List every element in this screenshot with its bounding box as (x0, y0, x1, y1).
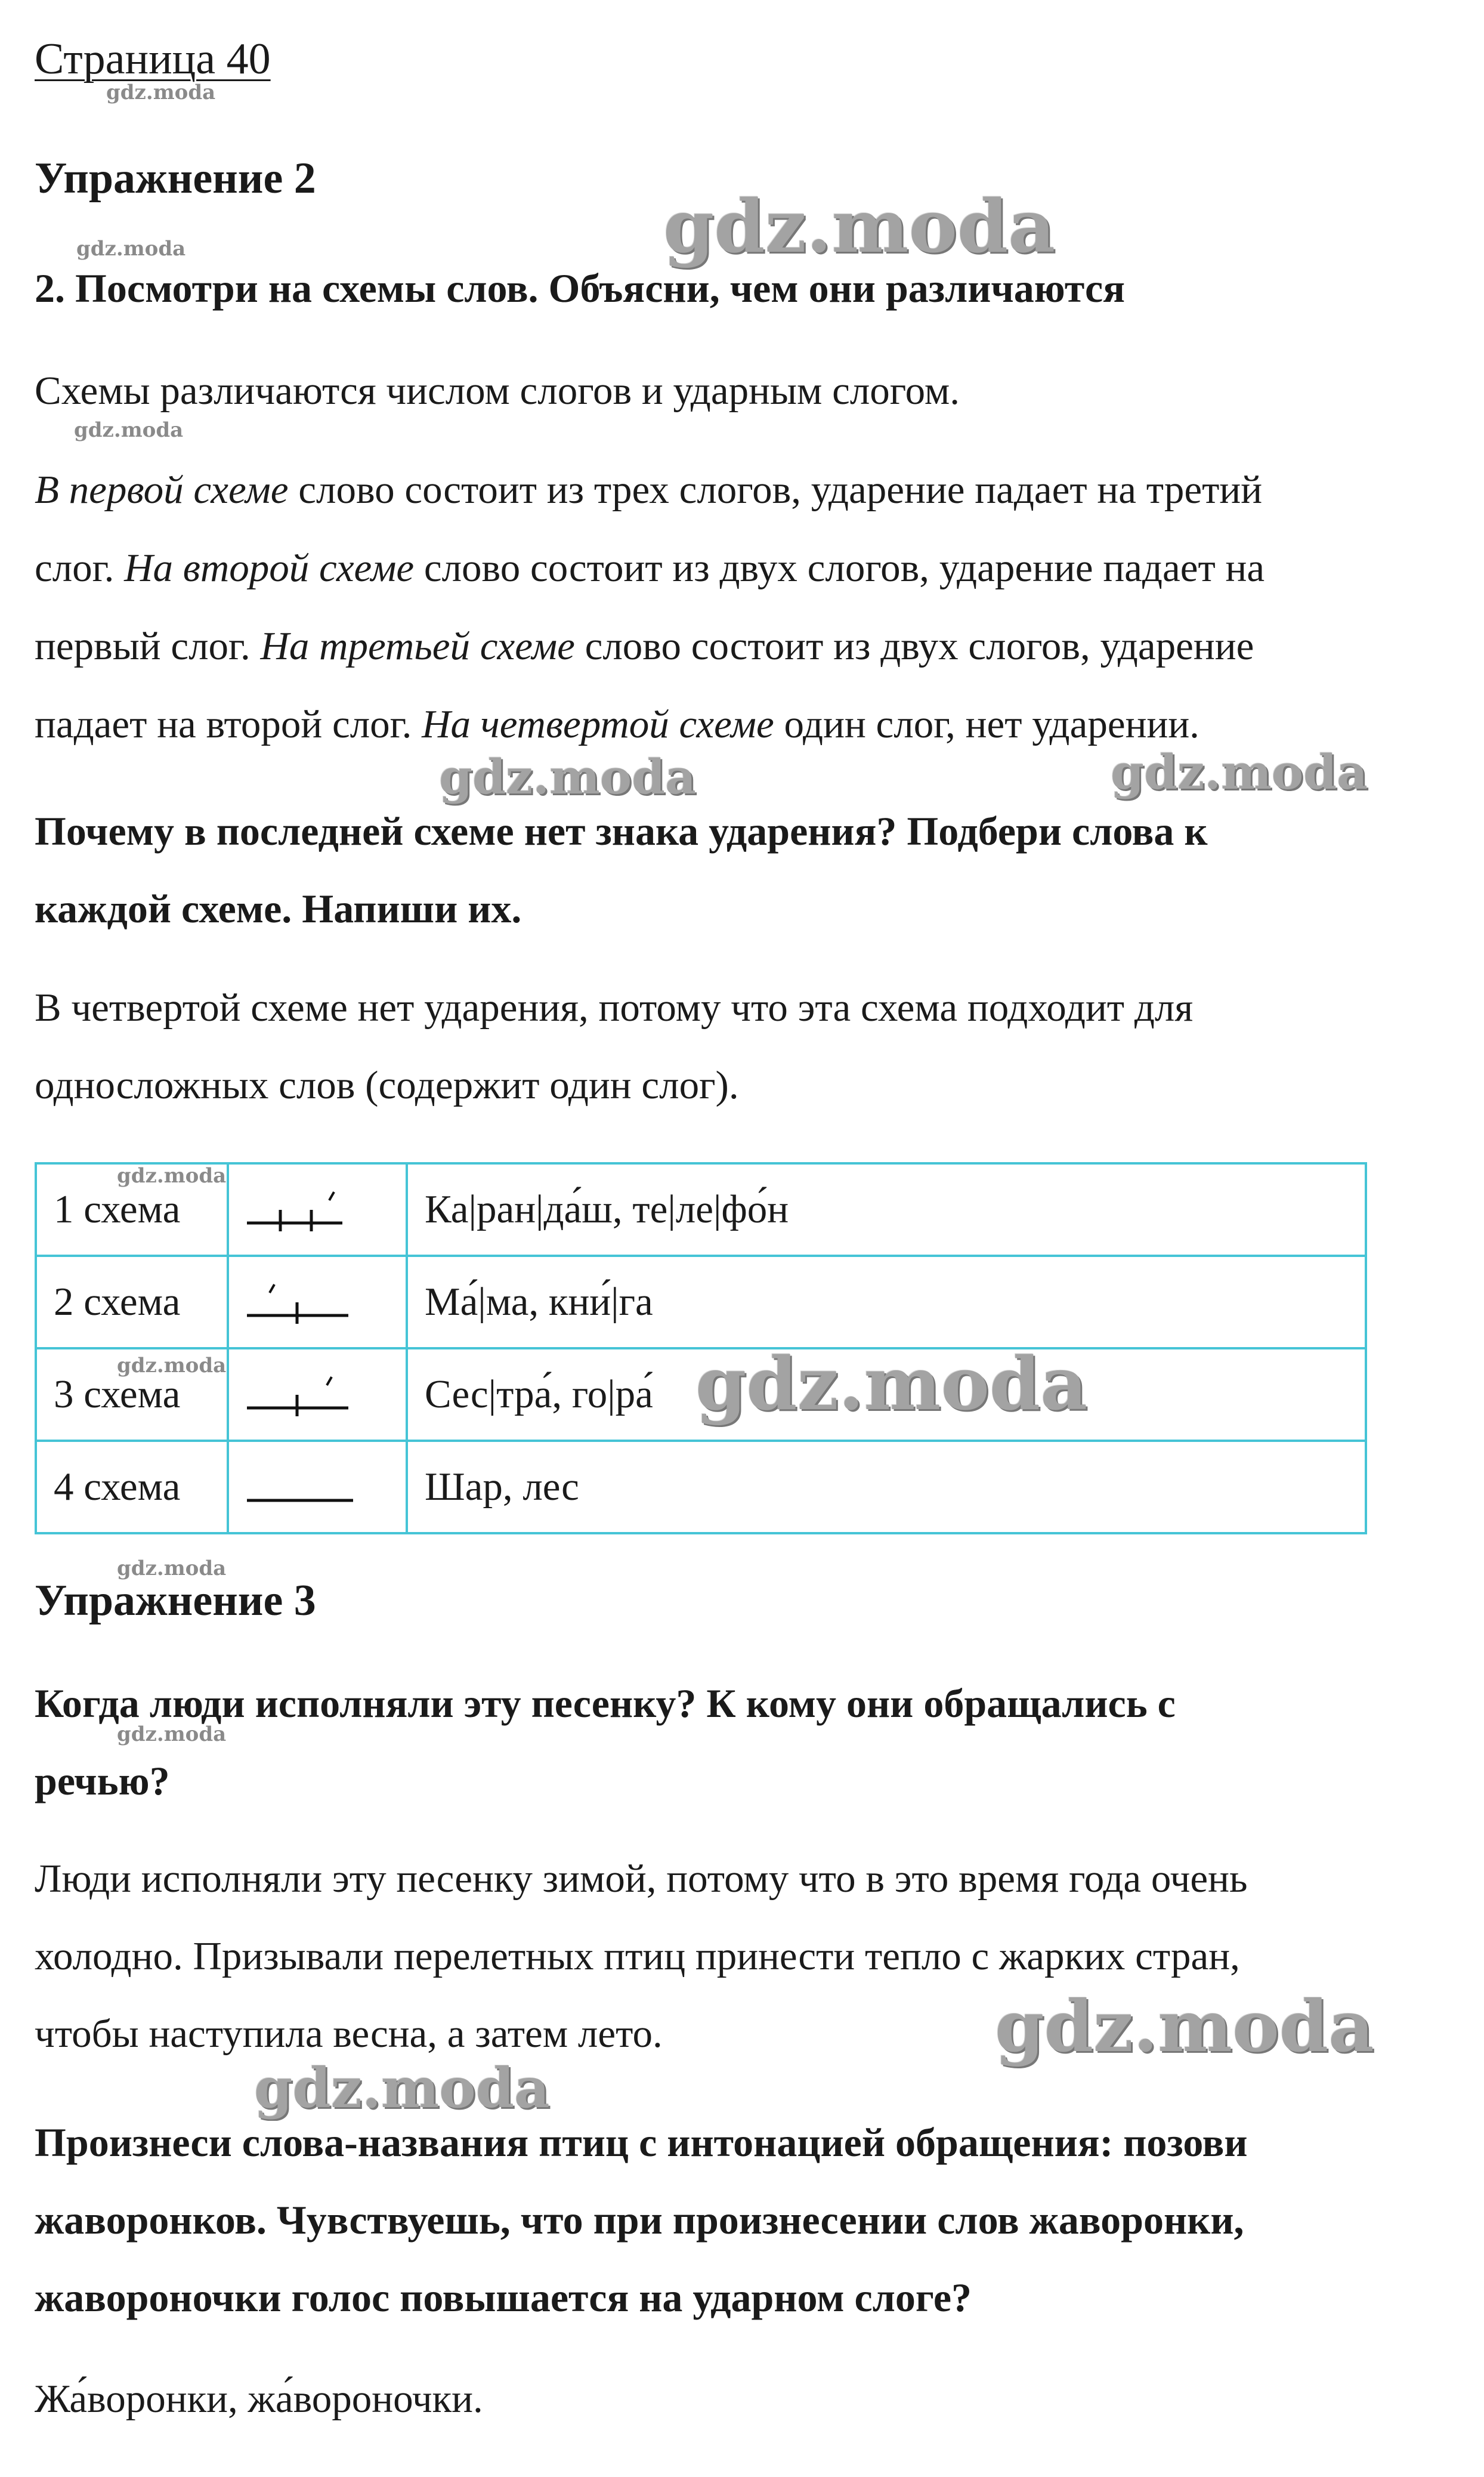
exercise-3-answer-1-line-1: Люди исполняли эту песенку зимой, потому что в это время года очень (35, 1857, 1248, 1901)
answer-text: первый слог. (35, 624, 261, 668)
scheme-diagram (228, 1348, 407, 1441)
answer-text: слово состоит из двух слогов, ударение падает на (414, 546, 1265, 590)
exercise-3-title: Упражнение 3 (35, 1576, 316, 1625)
exercise-2-answer-1-line-1 (35, 451, 1466, 529)
exercise-2-question-2-line-1: Почему в последней схеме нет знака ударения? Подбери слова к (35, 808, 1208, 854)
exercise-2-answer-1-body (35, 451, 1466, 764)
exercise-2-title: Упражнение 2 (35, 154, 316, 203)
scheme-reference: На второй схеме (124, 546, 415, 590)
answer-text: слог. (35, 546, 125, 590)
scheme-words: Ма́|ма, кни́|га (407, 1256, 1366, 1348)
watermark-large: gdz.moda (995, 1985, 1374, 2068)
scheme-label: 2 схема (36, 1256, 228, 1348)
watermark-large: gdz.moda (439, 749, 696, 805)
answer-text: падает на второй слог. (35, 702, 422, 746)
exercise-3-answer-1-line-3: чтобы наступила весна, а затем лето. (35, 2012, 663, 2056)
exercise-2-answer-1-line-3 (35, 607, 1466, 685)
watermark-small: gdz.moda (117, 1354, 227, 1378)
watermark-small: gdz.moda (117, 1164, 227, 1188)
scheme-one-syllable-no-stress-icon (246, 1463, 359, 1511)
scheme-three-syllables-stress-3-icon (246, 1186, 347, 1234)
exercise-3-question-1-line-1: Когда люди исполняли эту песенку? К кому они обращались с (35, 1681, 1176, 1726)
watermark-small: gdz.moda (117, 1556, 227, 1580)
scheme-words: Шар, лес (407, 1441, 1366, 1533)
table-row (36, 1256, 1366, 1348)
exercise-2-answer-1-intro: Схемы различаются числом слогов и ударным слогом. (35, 369, 960, 413)
exercise-3-question-1-line-2: речью? (35, 1758, 170, 1803)
scheme-reference: На четвертой схеме (422, 702, 774, 746)
watermark-large: gdz.moda (695, 1341, 1088, 1426)
answer-text: слово состоит из двух слогов, ударение (574, 624, 1254, 668)
watermark-large: gdz.moda (1111, 744, 1368, 800)
exercise-3-question-2-line-1: Произнеси слова-названия птиц с интонацией обращения: позови (35, 2120, 1248, 2165)
page-link[interactable]: Страница 40 (35, 35, 271, 84)
watermark-small: gdz.moda (76, 237, 186, 261)
answer-text: слово состоит из трех слогов, ударение падает на третий (288, 468, 1263, 512)
scheme-label: 3 схема (36, 1348, 228, 1441)
scheme-reference: В первой схеме (35, 468, 289, 512)
scheme-reference: На третьей схеме (260, 624, 575, 668)
watermark-large: gdz.moda (254, 2056, 550, 2120)
watermark-small: gdz.moda (74, 418, 184, 442)
exercise-2-answer-2-line-2: односложных слов (содержит один слог). (35, 1063, 739, 1107)
exercise-3-question-2-line-2: жаворонков. Чувствуешь, что при произнесении слов жаворонки, (35, 2197, 1244, 2243)
exercise-2-question-1: 2. Посмотри на схемы слов. Объясни, чем они различаются (35, 265, 1126, 311)
scheme-words: Сес|тра́, го|ра́ (407, 1348, 1366, 1441)
watermark-small: gdz.moda (117, 1722, 227, 1746)
scheme-diagram (228, 1163, 407, 1256)
exercise-2-answer-2-line-1: В четвертой схеме нет ударения, потому что эта схема подходит для (35, 986, 1194, 1030)
scheme-two-syllables-stress-1-icon (246, 1278, 353, 1326)
exercise-2-answer-1-line-2 (35, 529, 1466, 607)
watermark-small: gdz.moda (106, 81, 216, 104)
scheme-diagram (228, 1441, 407, 1533)
scheme-label: 1 схема (36, 1163, 228, 1256)
scheme-diagram (228, 1256, 407, 1348)
table-row (36, 1163, 1366, 1256)
table-row (36, 1441, 1366, 1533)
exercise-2-question-2-line-2: каждой схеме. Напиши их. (35, 886, 522, 931)
scheme-label: 4 схема (36, 1441, 228, 1533)
answer-text: один слог, нет ударении. (774, 702, 1199, 746)
scheme-two-syllables-stress-2-icon (246, 1371, 353, 1419)
exercise-3-answer-1-line-2: холодно. Призывали перелетных птиц принести тепло с жарких стран, (35, 1934, 1240, 1978)
exercise-3-question-2-line-3: жавороночки голос повышается на ударном слоге? (35, 2275, 972, 2320)
watermark-large: gdz.moda (663, 183, 1056, 269)
scheme-words: Ка|ран|да́ш, те|ле|фо́н (407, 1163, 1366, 1256)
exercise-3-answer-2: Жа́воронки, жа́вороночки. (35, 2377, 483, 2421)
